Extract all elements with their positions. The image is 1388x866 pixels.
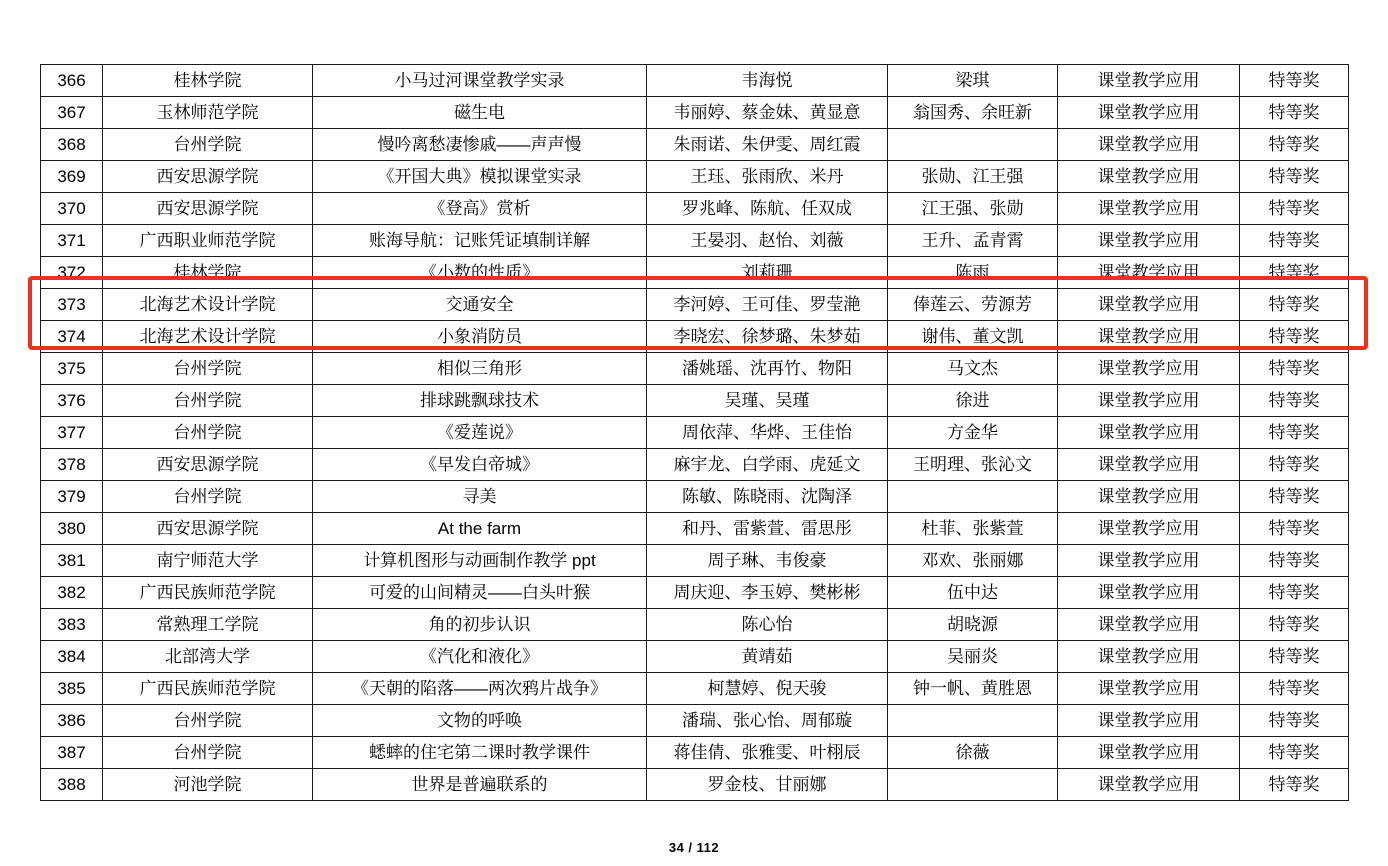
cell-authors: 王晏羽、赵怡、刘薇 xyxy=(647,225,888,257)
cell-category: 课堂教学应用 xyxy=(1058,385,1240,417)
cell-school: 台州学院 xyxy=(103,737,313,769)
cell-advisors: 吴丽炎 xyxy=(888,641,1058,673)
cell-authors: 麻宇龙、白学雨、虎延文 xyxy=(647,449,888,481)
table-row xyxy=(41,65,1349,97)
cell-no: 383 xyxy=(41,609,103,641)
cell-award: 特等奖 xyxy=(1240,161,1349,193)
cell-category: 课堂教学应用 xyxy=(1058,545,1240,577)
cell-title: 寻美 xyxy=(313,481,647,513)
cell-category: 课堂教学应用 xyxy=(1058,417,1240,449)
cell-school: 玉林师范学院 xyxy=(103,97,313,129)
cell-advisors: 杜菲、张紫萱 xyxy=(888,513,1058,545)
table-row xyxy=(41,481,1349,513)
cell-category: 课堂教学应用 xyxy=(1058,641,1240,673)
cell-advisors: 邓欢、张丽娜 xyxy=(888,545,1058,577)
award-table-body xyxy=(41,65,1349,801)
cell-category: 课堂教学应用 xyxy=(1058,449,1240,481)
cell-school: 西安思源学院 xyxy=(103,449,313,481)
cell-award: 特等奖 xyxy=(1240,641,1349,673)
cell-no: 377 xyxy=(41,417,103,449)
cell-category: 课堂教学应用 xyxy=(1058,97,1240,129)
footer-separator: / xyxy=(684,840,697,855)
cell-category: 课堂教学应用 xyxy=(1058,193,1240,225)
cell-authors: 韦海悦 xyxy=(647,65,888,97)
cell-school: 台州学院 xyxy=(103,353,313,385)
cell-authors: 陈心怡 xyxy=(647,609,888,641)
cell-title: 世界是普遍联系的 xyxy=(313,769,647,801)
cell-award: 特等奖 xyxy=(1240,705,1349,737)
cell-award: 特等奖 xyxy=(1240,385,1349,417)
cell-authors: 朱雨诺、朱伊雯、周红霞 xyxy=(647,129,888,161)
footer-total-pages: 112 xyxy=(696,840,720,855)
cell-category: 课堂教学应用 xyxy=(1058,321,1240,353)
cell-no: 371 xyxy=(41,225,103,257)
cell-authors: 潘瑞、张心怡、周郁璇 xyxy=(647,705,888,737)
cell-no: 387 xyxy=(41,737,103,769)
cell-category: 课堂教学应用 xyxy=(1058,161,1240,193)
table-row xyxy=(41,129,1349,161)
cell-school: 河池学院 xyxy=(103,769,313,801)
cell-authors: 潘姚瑶、沈再竹、物阳 xyxy=(647,353,888,385)
cell-no: 384 xyxy=(41,641,103,673)
cell-no: 380 xyxy=(41,513,103,545)
cell-authors: 李河婷、王可佳、罗莹滟 xyxy=(647,289,888,321)
cell-award: 特等奖 xyxy=(1240,321,1349,353)
cell-advisors xyxy=(888,769,1058,801)
cell-category: 课堂教学应用 xyxy=(1058,257,1240,289)
cell-advisors: 王升、孟青霄 xyxy=(888,225,1058,257)
cell-authors: 和丹、雷紫萱、雷思彤 xyxy=(647,513,888,545)
award-table xyxy=(40,64,1349,801)
cell-school: 台州学院 xyxy=(103,417,313,449)
cell-advisors: 伍中达 xyxy=(888,577,1058,609)
cell-award: 特等奖 xyxy=(1240,513,1349,545)
award-table-container xyxy=(40,64,1348,801)
cell-award: 特等奖 xyxy=(1240,225,1349,257)
cell-school: 台州学院 xyxy=(103,705,313,737)
cell-title: 交通安全 xyxy=(313,289,647,321)
cell-no: 366 xyxy=(41,65,103,97)
table-row xyxy=(41,641,1349,673)
cell-school: 西安思源学院 xyxy=(103,193,313,225)
cell-award: 特等奖 xyxy=(1240,737,1349,769)
cell-title: 《登高》赏析 xyxy=(313,193,647,225)
cell-title: 蟋蟀的住宅第二课时教学课件 xyxy=(313,737,647,769)
cell-title: 排球跳飘球技术 xyxy=(313,385,647,417)
cell-category: 课堂教学应用 xyxy=(1058,65,1240,97)
cell-no: 370 xyxy=(41,193,103,225)
table-row xyxy=(41,705,1349,737)
cell-title: 《汽化和液化》 xyxy=(313,641,647,673)
cell-no: 385 xyxy=(41,673,103,705)
cell-title: 文物的呼唤 xyxy=(313,705,647,737)
cell-advisors: 方金华 xyxy=(888,417,1058,449)
cell-advisors xyxy=(888,481,1058,513)
cell-title: 计算机图形与动画制作教学 ppt xyxy=(313,545,647,577)
cell-authors: 罗兆峰、陈航、任双成 xyxy=(647,193,888,225)
table-row xyxy=(41,449,1349,481)
cell-title: 账海导航：记账凭证填制详解 xyxy=(313,225,647,257)
table-row xyxy=(41,161,1349,193)
cell-no: 382 xyxy=(41,577,103,609)
cell-advisors xyxy=(888,129,1058,161)
cell-advisors: 王明理、张沁文 xyxy=(888,449,1058,481)
table-row xyxy=(41,513,1349,545)
cell-school: 西安思源学院 xyxy=(103,161,313,193)
cell-award: 特等奖 xyxy=(1240,257,1349,289)
cell-school: 北海艺术设计学院 xyxy=(103,289,313,321)
cell-no: 378 xyxy=(41,449,103,481)
cell-advisors: 俸莲云、劳源芳 xyxy=(888,289,1058,321)
cell-no: 386 xyxy=(41,705,103,737)
table-row xyxy=(41,769,1349,801)
cell-award: 特等奖 xyxy=(1240,769,1349,801)
cell-advisors: 徐薇 xyxy=(888,737,1058,769)
cell-authors: 周子琳、韦俊豪 xyxy=(647,545,888,577)
cell-school: 广西民族师范学院 xyxy=(103,577,313,609)
cell-category: 课堂教学应用 xyxy=(1058,225,1240,257)
cell-no: 379 xyxy=(41,481,103,513)
cell-school: 广西民族师范学院 xyxy=(103,673,313,705)
cell-advisors: 江王强、张勋 xyxy=(888,193,1058,225)
cell-advisors: 陈雨 xyxy=(888,257,1058,289)
page-footer xyxy=(0,840,1388,855)
cell-advisors: 钟一帆、黄胜恩 xyxy=(888,673,1058,705)
table-row xyxy=(41,257,1349,289)
cell-authors: 罗金枝、甘丽娜 xyxy=(647,769,888,801)
cell-authors: 刘莉珊 xyxy=(647,257,888,289)
cell-title: 《早发白帝城》 xyxy=(313,449,647,481)
cell-authors: 黄靖茹 xyxy=(647,641,888,673)
cell-category: 课堂教学应用 xyxy=(1058,577,1240,609)
cell-title: 磁生电 xyxy=(313,97,647,129)
cell-award: 特等奖 xyxy=(1240,193,1349,225)
cell-authors: 吴瑾、吴瑾 xyxy=(647,385,888,417)
cell-authors: 周庆迎、李玉婷、樊彬彬 xyxy=(647,577,888,609)
cell-school: 北部湾大学 xyxy=(103,641,313,673)
cell-advisors: 胡晓源 xyxy=(888,609,1058,641)
cell-school: 台州学院 xyxy=(103,385,313,417)
cell-advisors xyxy=(888,705,1058,737)
cell-advisors: 翁国秀、余旺新 xyxy=(888,97,1058,129)
cell-title: 《开国大典》模拟课堂实录 xyxy=(313,161,647,193)
table-row xyxy=(41,193,1349,225)
cell-authors: 王珏、张雨欣、米丹 xyxy=(647,161,888,193)
cell-no: 367 xyxy=(41,97,103,129)
cell-no: 373 xyxy=(41,289,103,321)
cell-title: 相似三角形 xyxy=(313,353,647,385)
cell-category: 课堂教学应用 xyxy=(1058,353,1240,385)
cell-no: 375 xyxy=(41,353,103,385)
cell-advisors: 梁琪 xyxy=(888,65,1058,97)
cell-advisors: 徐进 xyxy=(888,385,1058,417)
cell-school: 台州学院 xyxy=(103,129,313,161)
table-row xyxy=(41,353,1349,385)
cell-school: 桂林学院 xyxy=(103,65,313,97)
cell-award: 特等奖 xyxy=(1240,449,1349,481)
cell-award: 特等奖 xyxy=(1240,65,1349,97)
table-row xyxy=(41,225,1349,257)
cell-school: 台州学院 xyxy=(103,481,313,513)
table-row xyxy=(41,545,1349,577)
cell-award: 特等奖 xyxy=(1240,577,1349,609)
cell-category: 课堂教学应用 xyxy=(1058,129,1240,161)
footer-current-page: 34 xyxy=(668,840,685,855)
cell-award: 特等奖 xyxy=(1240,97,1349,129)
cell-award: 特等奖 xyxy=(1240,545,1349,577)
table-row xyxy=(41,385,1349,417)
cell-authors: 周依萍、华烨、王佳怡 xyxy=(647,417,888,449)
cell-category: 课堂教学应用 xyxy=(1058,513,1240,545)
cell-category: 课堂教学应用 xyxy=(1058,481,1240,513)
cell-no: 372 xyxy=(41,257,103,289)
cell-authors: 陈敏、陈晓雨、沈陶泽 xyxy=(647,481,888,513)
cell-advisors: 张勋、江王强 xyxy=(888,161,1058,193)
cell-title: 小马过河课堂教学实录 xyxy=(313,65,647,97)
cell-award: 特等奖 xyxy=(1240,289,1349,321)
cell-title: 小象消防员 xyxy=(313,321,647,353)
table-row xyxy=(41,737,1349,769)
cell-title: 慢吟离愁凄惨戚——声声慢 xyxy=(313,129,647,161)
table-row xyxy=(41,577,1349,609)
cell-award: 特等奖 xyxy=(1240,673,1349,705)
table-row xyxy=(41,417,1349,449)
cell-category: 课堂教学应用 xyxy=(1058,705,1240,737)
cell-no: 374 xyxy=(41,321,103,353)
cell-title: 角的初步认识 xyxy=(313,609,647,641)
cell-category: 课堂教学应用 xyxy=(1058,769,1240,801)
cell-award: 特等奖 xyxy=(1240,609,1349,641)
cell-category: 课堂教学应用 xyxy=(1058,673,1240,705)
cell-title: At the farm xyxy=(313,513,647,545)
cell-award: 特等奖 xyxy=(1240,481,1349,513)
cell-authors: 蒋佳倩、张雅雯、叶栩辰 xyxy=(647,737,888,769)
cell-category: 课堂教学应用 xyxy=(1058,289,1240,321)
cell-award: 特等奖 xyxy=(1240,129,1349,161)
table-row-highlighted xyxy=(41,289,1349,321)
cell-advisors: 谢伟、董文凯 xyxy=(888,321,1058,353)
table-row xyxy=(41,673,1349,705)
table-row-highlighted xyxy=(41,321,1349,353)
cell-no: 368 xyxy=(41,129,103,161)
table-row xyxy=(41,97,1349,129)
cell-authors: 柯慧婷、倪天骏 xyxy=(647,673,888,705)
cell-advisors: 马文杰 xyxy=(888,353,1058,385)
cell-school: 常熟理工学院 xyxy=(103,609,313,641)
cell-school: 北海艺术设计学院 xyxy=(103,321,313,353)
cell-no: 369 xyxy=(41,161,103,193)
cell-authors: 李晓宏、徐梦璐、朱梦茹 xyxy=(647,321,888,353)
cell-award: 特等奖 xyxy=(1240,417,1349,449)
cell-no: 381 xyxy=(41,545,103,577)
cell-title: 《天朝的陷落——两次鸦片战争》 xyxy=(313,673,647,705)
table-row xyxy=(41,609,1349,641)
cell-school: 广西职业师范学院 xyxy=(103,225,313,257)
cell-school: 桂林学院 xyxy=(103,257,313,289)
cell-title: 《爱莲说》 xyxy=(313,417,647,449)
cell-category: 课堂教学应用 xyxy=(1058,609,1240,641)
cell-school: 南宁师范大学 xyxy=(103,545,313,577)
cell-title: 《小数的性质》 xyxy=(313,257,647,289)
cell-no: 376 xyxy=(41,385,103,417)
cell-school: 西安思源学院 xyxy=(103,513,313,545)
cell-authors: 韦丽婷、蔡金妹、黄显意 xyxy=(647,97,888,129)
cell-award: 特等奖 xyxy=(1240,353,1349,385)
cell-title: 可爱的山间精灵——白头叶猴 xyxy=(313,577,647,609)
cell-category: 课堂教学应用 xyxy=(1058,737,1240,769)
cell-no: 388 xyxy=(41,769,103,801)
